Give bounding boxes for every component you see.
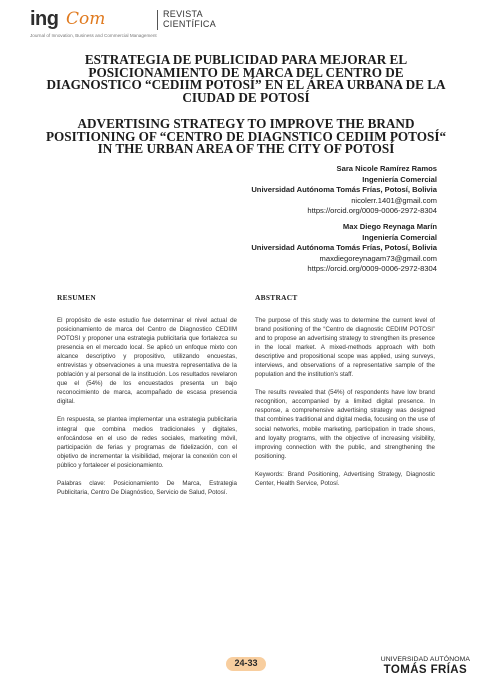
author-university: Universidad Autónoma Tomás Frías, Potosí, Bolivia — [251, 243, 437, 253]
abstract-keywords: Keywords: Brand Positioning, Advertising Strategy, Diagnostic Center, Health Service, Potosí. — [255, 470, 435, 487]
title-english: ADVERTISING STRATEGY TO IMPROVE THE BRAND POSITIONING OF “CENTRO DE DIAGNSTICO CEDIIM POTOSÍ“ IN THE URBAN AREA OF THE CITY OF POTOSÍ — [45, 116, 447, 156]
author-orcid[interactable]: https://orcid.org/0009-0006-2972-8304 — [307, 206, 437, 216]
logo-ing: ing — [30, 8, 59, 30]
university-logo — [381, 656, 470, 677]
author-name: Sara Nicole Ramírez Ramos — [336, 164, 437, 173]
logo-com: Com — [66, 9, 106, 29]
resumen-paragraph-1: El propósito de este estudio fue determinar el nivel actual de posicionamiento de marca del Centro de Diagnostico CEDIIM POTOSI y proponer una estrategia publicitaria que fortalezca su presencia en el mercado local. Se aplicó un enfoque mixto con alcance descriptivo y propositivo, utilizando encuestas, entrevistas y observaciones a una muestra representativa de la población y al personal de la institución. Los resultados revelaron que el (54%) de los encuestados presenta un bajo reconocimiento de marca, acompañado de escasa presencia digital. — [57, 317, 237, 406]
abstract-paragraph-2: The results revealed that (54%) of respondents have low brand recognition, accompanied by a limited digital presence. In response, a comprehensive advertising strategy was designed that combines traditional and digital media, focusing on the use of social networks, mobile marketing, participation in trade shows, and loyalty programs, with the objective of increasing visibility, improving connection with the public, and strengthening the positioning. — [255, 389, 435, 460]
author-orcid[interactable]: https://orcid.org/0009-0006-2972-8304 — [307, 264, 437, 274]
title-spanish: ESTRATEGIA DE PUBLICIDAD PARA MEJORAR EL POSICIONAMIENTO DE MARCA DEL CENTRO DE DIAGNOSTICO “CEDIIM POTOSÍ” EN EL ÁREA URBANA DE LA CIUDAD DE POTOSÍ — [46, 52, 446, 105]
author-degree: Ingeniería Comercial — [362, 174, 437, 184]
resumen-paragraph-2: En respuesta, se plantea implementar una estrategia publicitaria integral que combina medios tradicionales y digitales, enfocándose en el uso de redes sociales, marketing móvil, participación de ferias y programas de fidelización, con el objetivo de incrementar la visibilidad, mejorar la conexión con el público y fortalecer el posicionamiento. — [57, 416, 237, 469]
resumen-column — [57, 293, 237, 506]
abstract-column — [255, 293, 435, 497]
author-name: Max Diego Reynaga Marín — [342, 222, 437, 231]
abstract-heading: ABSTRACT — [255, 293, 298, 302]
revista-line-2: CIENTÍFICA — [163, 19, 217, 29]
page-range: 24-33 — [234, 658, 258, 668]
author-email[interactable]: nicolerr.1401@gmail.com — [351, 195, 437, 205]
university-line-1: UNIVERSIDAD AUTÓNOMA — [380, 656, 470, 663]
abstract-paragraph-1: The purpose of this study was to determine the current level of brand positioning of the “Centro de diagnostic CEDIIM POTOSI” and to propose an advertising strategy to strengthen its presence in the local market. A mixed-methods approach with both descriptive and propositional scope was applied, using surveys, interviews, and observations of a representative sample of the population and the institution’s staff. — [255, 317, 435, 379]
resumen-keywords: Palabras clave: Posicionamiento De Marca, Estrategia Publicitaria, Centro De Diagnóstico, Servicio de Salud, Potosí. — [57, 479, 237, 496]
revista-label — [163, 9, 216, 29]
resumen-heading: RESUMEN — [57, 293, 97, 302]
page-range-badge — [226, 657, 266, 671]
university-line-2: TOMÁS FRÍAS — [383, 664, 468, 676]
author-block-2 — [251, 222, 437, 275]
author-degree: Ingeniería Comercial — [362, 232, 437, 242]
author-email[interactable]: maxdiegoreynagam73@gmail.com — [319, 253, 437, 263]
journal-name: Journal of Innovation, Business and Commercial Management — [30, 33, 157, 38]
journal-header — [30, 8, 470, 42]
author-university: Universidad Autónoma Tomás Frías, Potosí, Bolivia — [251, 185, 437, 195]
revista-line-1: REVISTA — [163, 9, 203, 19]
author-block-1 — [251, 164, 437, 217]
logo-divider — [157, 10, 158, 30]
